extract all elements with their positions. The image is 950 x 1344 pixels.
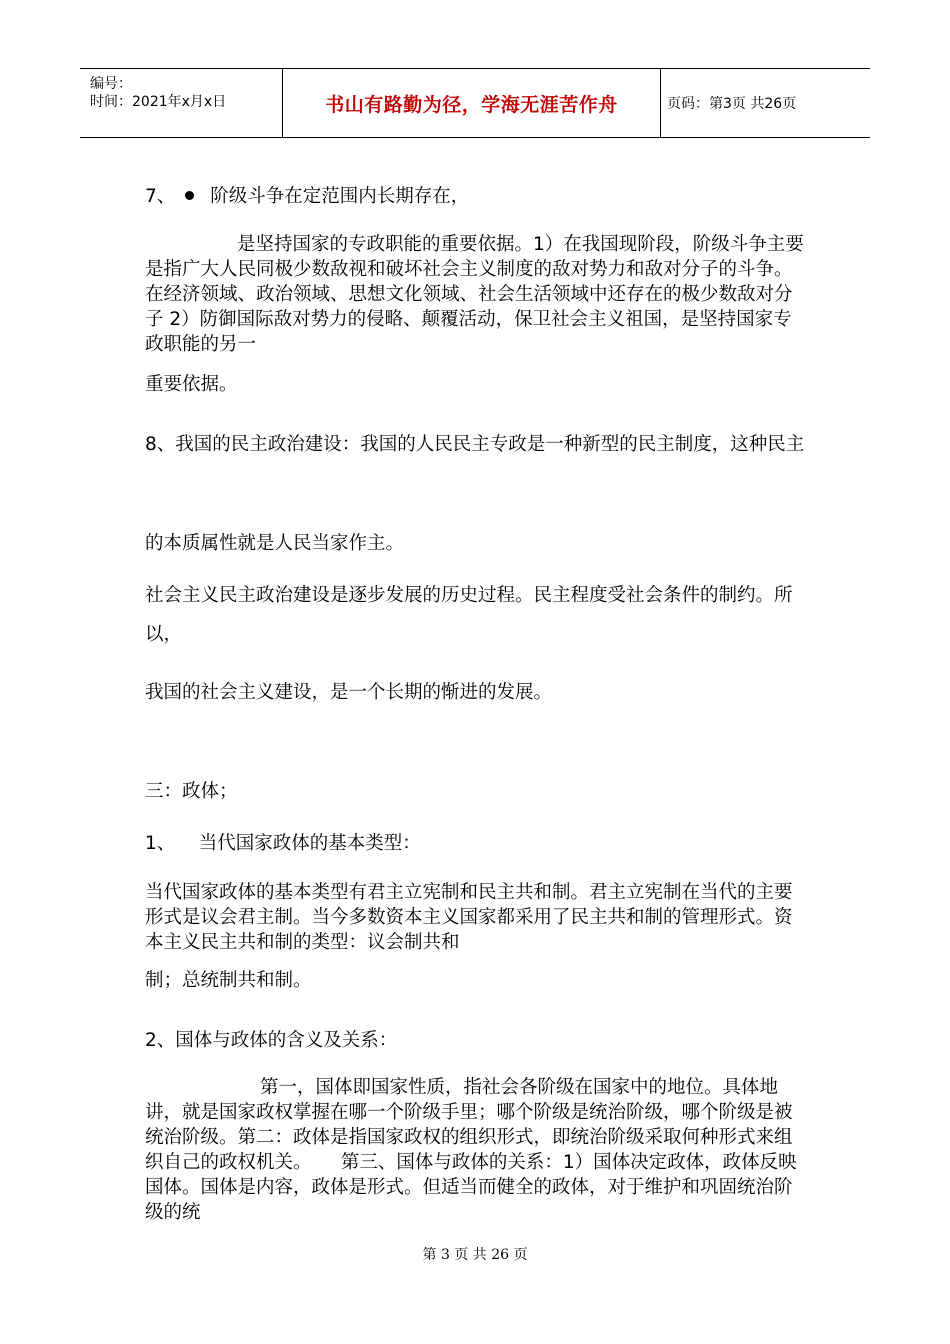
bullet-icon <box>185 191 194 200</box>
item-8-continuation: 的本质属性就是人民当家作主。 <box>145 533 405 554</box>
section-3-heading: 三：政体； <box>145 781 238 802</box>
item-7-end: 重要依据。 <box>145 374 238 395</box>
item-8-development: 社会主义民主政治建设是逐步发展的历史过程。民主程度受社会条件的制约。所以， <box>145 585 793 645</box>
header-motto-cell <box>283 69 661 137</box>
item-8-conclusion: 我国的社会主义建设，是一个长期的惭进的发展。 <box>145 682 553 703</box>
item-1-title: 1、 当代国家政体的基本类型： <box>145 833 421 854</box>
item-1-end: 制；总统制共和制。 <box>145 970 312 991</box>
item-2-title: 2、国体与政体的含义及关系： <box>145 1030 398 1051</box>
item-1-body: 当代国家政体的基本类型有君主立宪制和民主共和制。君主立宪制在当代的主要形式是议会君主制。当今多数资本主义国家都采用了民主共和制的管理形式。资本主义民主共和制的类型：议会制共和 <box>145 882 793 953</box>
item-8-paragraph: 8、我国的民主政治建设：我国的人民民主专政是一种新型的民主制度，这种民主 <box>145 434 805 455</box>
item-7-body: 是坚持国家的专政职能的重要依据。1）在我国现阶段，阶级斗争主要是指广大人民同极少数敌视和破坏社会主义制度的敌对势力和敌对分子的斗争。在经济领域、政治领域、思想文化领域、社会生活领域中还存在的极少数敌对分子 2）防御国际敌对势力的侵略、颠覆活动，保卫社会主义祖国，是坚持国家专政职能的另一 <box>145 234 804 355</box>
page-footer: 第 3 页 共 26 页 <box>422 1247 528 1263</box>
item-2-body: 第一，国体即国家性质，指社会各阶级在国家中的地位。具体地讲，就是国家政权掌握在哪一个阶级手里；哪个阶级是统治阶级，哪个阶级是被统治阶级。第二：政体是指国家政权的组织形式，即统治阶级采取何种形式来组织自己的政权机关。 第三、国体与政体的关系：1）国体决定政体，政体反映国体。国体是内容，政体是形式。但适当而健全的政体，对于维护和巩固统治阶级的统 <box>145 1077 797 1223</box>
item-7-number: 7、 <box>145 186 176 207</box>
page-label: 页码：第3页 共26页 <box>667 96 797 112</box>
time-label: 时间：2021年x月x日 <box>90 94 227 110</box>
header-meta-cell <box>80 69 283 137</box>
header-page-cell <box>661 69 870 137</box>
item-7-heading <box>145 181 810 213</box>
serial-label: 编号： <box>90 76 132 92</box>
item-7-title: 阶级斗争在定范围内长期存在， <box>210 186 470 207</box>
motto: 书山有路勤为径，学海无涯苦作舟 <box>325 93 618 116</box>
header-table <box>80 68 870 138</box>
